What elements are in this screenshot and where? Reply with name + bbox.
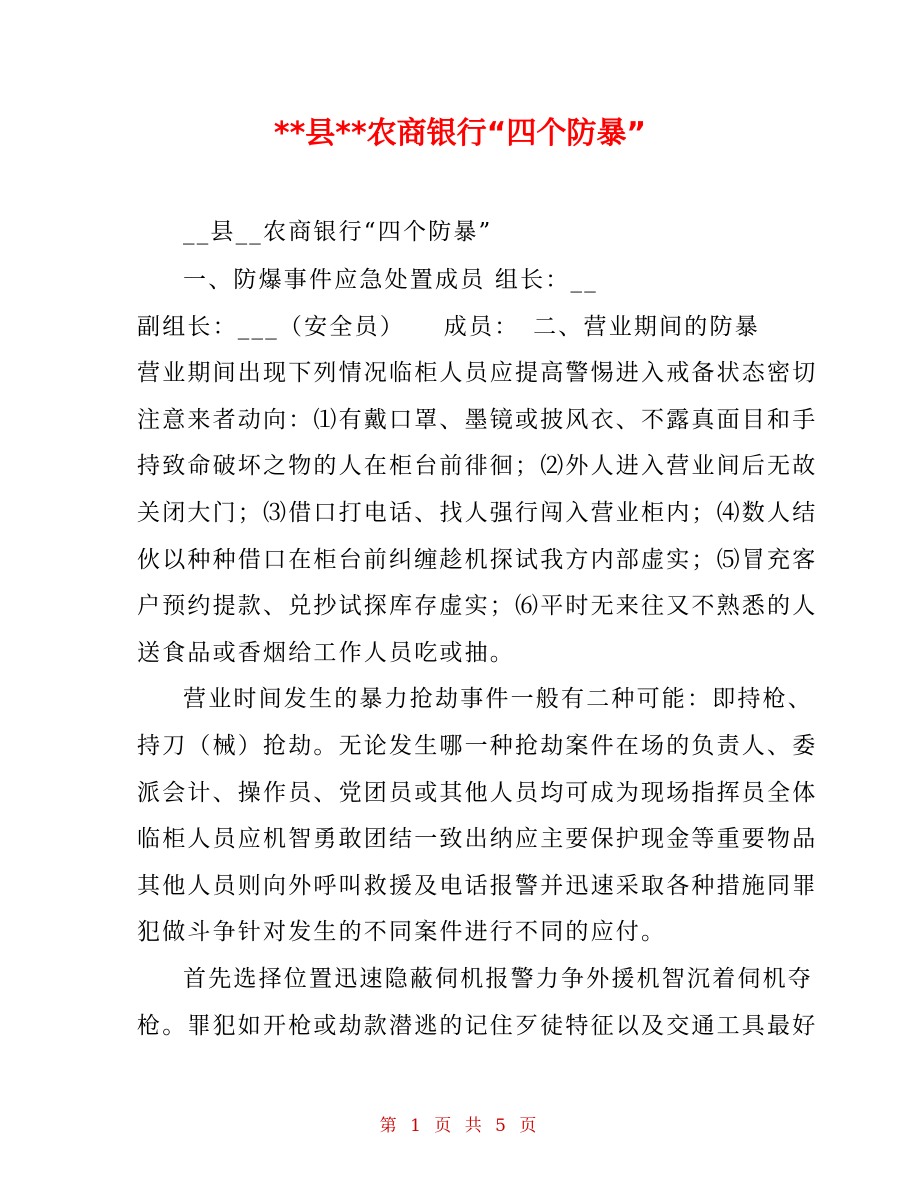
paragraph-line: 持刀（械）抢劫。无论发生哪一种抢劫案件在场的负责人、委	[137, 733, 818, 759]
paragraph-line: 枪。罪犯如开枪或劫款潜逃的记住歹徒特征以及交通工具最好	[137, 1013, 818, 1039]
paragraph-line: 副组长：___（安全员） 成员： 二、营业期间的防暴	[137, 314, 760, 340]
paragraph-line: 关闭大门；⑶借口打电话、找人强行闯入营业柜内；⑷数人结	[137, 500, 818, 526]
paragraph-line: 犯做斗争针对发生的不同案件进行不同的应付。	[137, 919, 667, 945]
paragraph-line: 其他人员则向外呼叫救援及电话报警并迅速采取各种措施同罪	[137, 873, 818, 899]
paragraph-line: 首先选择位置迅速隐蔽伺机报警力争外援机智沉着伺机夺	[183, 966, 813, 992]
paragraph-line: 一、防爆事件应急处置成员 组长：__	[183, 267, 598, 293]
page-footer: 第 1 页 共 5 页	[379, 1116, 541, 1136]
paragraph-line: __县__农商银行“四个防暴”	[183, 219, 493, 245]
paragraph-line: 临柜人员应机智勇敢团结一致出纳应主要保护现金等重要物品	[137, 826, 818, 852]
paragraph-line: 户预约提款、兑抄试探库存虚实；⑹平时无来往又不熟悉的人	[137, 593, 818, 619]
paragraph-line: 注意来者动向：⑴有戴口罩、墨镜或披风衣、不露真面目和手	[137, 407, 818, 433]
paragraph-line: 营业期间出现下列情况临柜人员应提高警惕进入戒备状态密切	[137, 360, 818, 386]
paragraph-line: 派会计、操作员、党团员或其他人员均可成为现场指挥员全体	[137, 780, 818, 806]
document-title: **县**农商银行“四个防暴”	[273, 116, 647, 151]
paragraph-line: 持致命破坏之物的人在柜台前徘徊；⑵外人进入营业间后无故	[137, 453, 818, 479]
paragraph-line: 营业时间发生的暴力抢劫事件一般有二种可能：即持枪、	[183, 686, 813, 712]
paragraph-line: 伙以种种借口在柜台前纠缠趁机探试我方内部虚实；⑸冒充客	[137, 547, 818, 573]
paragraph-line: 送食品或香烟给工作人员吃或抽。	[137, 640, 515, 666]
